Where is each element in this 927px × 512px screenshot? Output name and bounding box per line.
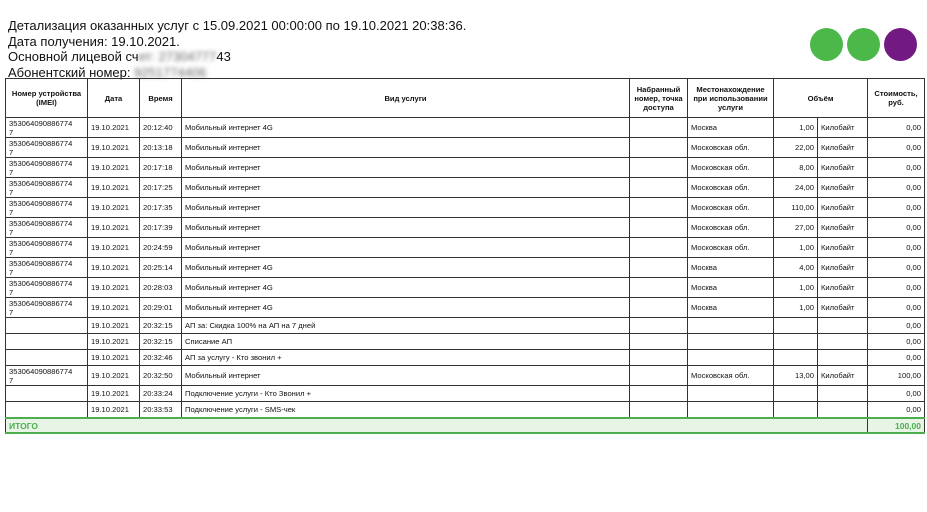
cell-date: 19.10.2021: [88, 386, 140, 402]
cell-location: Москва: [688, 278, 774, 298]
cell-amount: 8,00: [774, 158, 818, 178]
cell-service: Мобильный интернет: [182, 238, 630, 258]
cell-unit: [818, 402, 868, 419]
cell-time: 20:29:01: [140, 298, 182, 318]
cell-cost: 0,00: [868, 158, 925, 178]
table-row: [6, 366, 925, 386]
cell-dialed: [630, 258, 688, 278]
cell-service: Мобильный интернет 4G: [182, 118, 630, 138]
cell-cost: 0,00: [868, 350, 925, 366]
cell-cost: 0,00: [868, 278, 925, 298]
col-imei: Номер устройства (IMEI): [6, 79, 88, 118]
cell-time: 20:17:25: [140, 178, 182, 198]
cell-time: 20:24:59: [140, 238, 182, 258]
logo-dot-2: [847, 28, 880, 61]
cell-date: 19.10.2021: [88, 366, 140, 386]
cell-amount: 1,00: [774, 118, 818, 138]
cell-location: Московская обл.: [688, 218, 774, 238]
cell-imei: 353064090886774 7: [6, 178, 88, 198]
cell-unit: Килобайт: [818, 258, 868, 278]
receipt-date: Дата получения: 19.10.2021.: [8, 33, 180, 49]
cell-cost: 0,00: [868, 198, 925, 218]
total-label: ИТОГО: [6, 418, 868, 433]
table-row: [6, 198, 925, 218]
col-time: Время: [140, 79, 182, 118]
cell-dialed: [630, 386, 688, 402]
cell-cost: 0,00: [868, 386, 925, 402]
cell-time: 20:25:14: [140, 258, 182, 278]
cell-imei: [6, 334, 88, 350]
cell-date: 19.10.2021: [88, 158, 140, 178]
cell-cost: 0,00: [868, 334, 925, 350]
total-row: [6, 418, 925, 433]
cell-amount: [774, 334, 818, 350]
cell-amount: 1,00: [774, 278, 818, 298]
cell-unit: Килобайт: [818, 278, 868, 298]
cell-location: Московская обл.: [688, 238, 774, 258]
table-row: [6, 402, 925, 419]
cell-date: 19.10.2021: [88, 278, 140, 298]
cell-dialed: [630, 278, 688, 298]
col-date: Дата: [88, 79, 140, 118]
table-row: [6, 278, 925, 298]
cell-cost: 0,00: [868, 218, 925, 238]
cell-location: Москва: [688, 258, 774, 278]
cell-date: 19.10.2021: [88, 258, 140, 278]
cell-time: 20:12:40: [140, 118, 182, 138]
cell-unit: Килобайт: [818, 298, 868, 318]
cell-location: [688, 334, 774, 350]
cell-unit: [818, 318, 868, 334]
total-value: 100,00: [868, 418, 925, 433]
cell-unit: Килобайт: [818, 138, 868, 158]
table-row: [6, 138, 925, 158]
table-row: [6, 258, 925, 278]
cell-amount: 27,00: [774, 218, 818, 238]
services-table: [5, 78, 925, 434]
cell-location: Московская обл.: [688, 138, 774, 158]
cell-cost: 0,00: [868, 318, 925, 334]
cell-imei: 353064090886774 7: [6, 238, 88, 258]
cell-date: 19.10.2021: [88, 318, 140, 334]
col-dialed: Набранный номер, точка доступа: [630, 79, 688, 118]
cell-location: Москва: [688, 118, 774, 138]
cell-amount: 1,00: [774, 238, 818, 258]
table-row: [6, 318, 925, 334]
table-row: [6, 158, 925, 178]
cell-cost: 0,00: [868, 178, 925, 198]
col-cost: Стоимость, руб.: [868, 79, 925, 118]
col-service: Вид услуги: [182, 79, 630, 118]
cell-dialed: [630, 350, 688, 366]
logo-dot-1: [810, 28, 843, 61]
cell-amount: 24,00: [774, 178, 818, 198]
cell-time: 20:17:39: [140, 218, 182, 238]
cell-cost: 0,00: [868, 118, 925, 138]
cell-date: 19.10.2021: [88, 350, 140, 366]
cell-amount: 110,00: [774, 198, 818, 218]
cell-location: [688, 350, 774, 366]
cell-date: 19.10.2021: [88, 198, 140, 218]
cell-imei: 353064090886774 7: [6, 158, 88, 178]
cell-service: Подключение услуги - SMS-чек: [182, 402, 630, 419]
cell-amount: [774, 318, 818, 334]
cell-amount: 1,00: [774, 298, 818, 318]
cell-dialed: [630, 238, 688, 258]
table-row: [6, 334, 925, 350]
cell-time: 20:13:18: [140, 138, 182, 158]
cell-service: Мобильный интернет 4G: [182, 298, 630, 318]
cell-service: Мобильный интернет: [182, 198, 630, 218]
cell-amount: 13,00: [774, 366, 818, 386]
col-location: Местонахождение при использовании услуги: [688, 79, 774, 118]
cell-amount: 4,00: [774, 258, 818, 278]
cell-unit: Килобайт: [818, 118, 868, 138]
cell-unit: Килобайт: [818, 158, 868, 178]
cell-imei: [6, 350, 88, 366]
cell-time: 20:33:24: [140, 386, 182, 402]
cell-service: Списание АП: [182, 334, 630, 350]
cell-date: 19.10.2021: [88, 238, 140, 258]
cell-service: Мобильный интернет: [182, 158, 630, 178]
operator-logo: [810, 28, 917, 61]
subscriber-number-redacted: 9251774406: [134, 64, 207, 80]
cell-dialed: [630, 178, 688, 198]
cell-date: 19.10.2021: [88, 118, 140, 138]
logo-dot-3: [884, 28, 917, 61]
cell-service: Мобильный интернет: [182, 366, 630, 386]
cell-time: 20:32:46: [140, 350, 182, 366]
cell-unit: Килобайт: [818, 218, 868, 238]
cell-time: 20:17:35: [140, 198, 182, 218]
cell-date: 19.10.2021: [88, 298, 140, 318]
cell-cost: 0,00: [868, 238, 925, 258]
cell-cost: 0,00: [868, 138, 925, 158]
cell-imei: 353064090886774 7: [6, 258, 88, 278]
cell-date: 19.10.2021: [88, 178, 140, 198]
cell-imei: [6, 386, 88, 402]
cell-imei: 353064090886774 7: [6, 366, 88, 386]
table-row: [6, 118, 925, 138]
cell-dialed: [630, 366, 688, 386]
cell-amount: [774, 386, 818, 402]
report-header: [8, 18, 466, 80]
cell-cost: 100,00: [868, 366, 925, 386]
cell-cost: 0,00: [868, 258, 925, 278]
table-row: [6, 350, 925, 366]
cell-cost: 0,00: [868, 402, 925, 419]
subscriber-number: Абонентский номер: 9251774406: [8, 64, 207, 80]
cell-date: 19.10.2021: [88, 334, 140, 350]
cell-date: 19.10.2021: [88, 138, 140, 158]
cell-dialed: [630, 298, 688, 318]
cell-imei: 353064090886774 7: [6, 118, 88, 138]
cell-date: 19.10.2021: [88, 218, 140, 238]
cell-imei: 353064090886774 7: [6, 278, 88, 298]
cell-dialed: [630, 318, 688, 334]
account-number: Основной лицевой счет: 2730477743: [8, 49, 231, 64]
cell-location: [688, 402, 774, 419]
cell-dialed: [630, 218, 688, 238]
cell-amount: [774, 350, 818, 366]
cell-unit: Килобайт: [818, 238, 868, 258]
cell-service: Мобильный интернет 4G: [182, 278, 630, 298]
cell-imei: 353064090886774 7: [6, 198, 88, 218]
cell-dialed: [630, 198, 688, 218]
cell-imei: 353064090886774 7: [6, 218, 88, 238]
account-number-redacted: ет: 27304777: [138, 49, 217, 64]
cell-service: Мобильный интернет: [182, 138, 630, 158]
cell-cost: 0,00: [868, 298, 925, 318]
cell-location: Московская обл.: [688, 158, 774, 178]
table-row: [6, 386, 925, 402]
cell-unit: [818, 334, 868, 350]
cell-time: 20:28:03: [140, 278, 182, 298]
cell-service: Мобильный интернет: [182, 218, 630, 238]
cell-imei: 353064090886774 7: [6, 298, 88, 318]
cell-service: Подключение услуги - Кто Звонил +: [182, 386, 630, 402]
cell-time: 20:32:15: [140, 318, 182, 334]
cell-dialed: [630, 402, 688, 419]
cell-unit: [818, 386, 868, 402]
cell-dialed: [630, 158, 688, 178]
cell-amount: 22,00: [774, 138, 818, 158]
cell-time: 20:32:15: [140, 334, 182, 350]
cell-service: Мобильный интернет 4G: [182, 258, 630, 278]
cell-unit: Килобайт: [818, 198, 868, 218]
cell-location: Москва: [688, 298, 774, 318]
cell-time: 20:32:50: [140, 366, 182, 386]
table-row: [6, 298, 925, 318]
cell-location: Московская обл.: [688, 366, 774, 386]
cell-location: Московская обл.: [688, 198, 774, 218]
table-row: [6, 218, 925, 238]
cell-amount: [774, 402, 818, 419]
table-header-row: [6, 79, 925, 118]
cell-unit: Килобайт: [818, 178, 868, 198]
cell-service: АП за: Скидка 100% на АП на 7 дней: [182, 318, 630, 334]
cell-imei: [6, 402, 88, 419]
cell-imei: 353064090886774 7: [6, 138, 88, 158]
cell-unit: [818, 350, 868, 366]
cell-unit: Килобайт: [818, 366, 868, 386]
cell-dialed: [630, 118, 688, 138]
cell-time: 20:33:53: [140, 402, 182, 419]
cell-location: [688, 318, 774, 334]
cell-date: 19.10.2021: [88, 402, 140, 419]
table-row: [6, 238, 925, 258]
cell-dialed: [630, 334, 688, 350]
report-title: Детализация оказанных услуг с 15.09.2021 00:00:00 по 19.10.2021 20:38:36.: [8, 18, 467, 33]
table-row: [6, 178, 925, 198]
col-volume: Объём: [774, 79, 868, 118]
cell-time: 20:17:18: [140, 158, 182, 178]
cell-dialed: [630, 138, 688, 158]
cell-location: [688, 386, 774, 402]
cell-location: Московская обл.: [688, 178, 774, 198]
cell-service: АП за услугу - Кто звонил +: [182, 350, 630, 366]
cell-service: Мобильный интернет: [182, 178, 630, 198]
cell-imei: [6, 318, 88, 334]
